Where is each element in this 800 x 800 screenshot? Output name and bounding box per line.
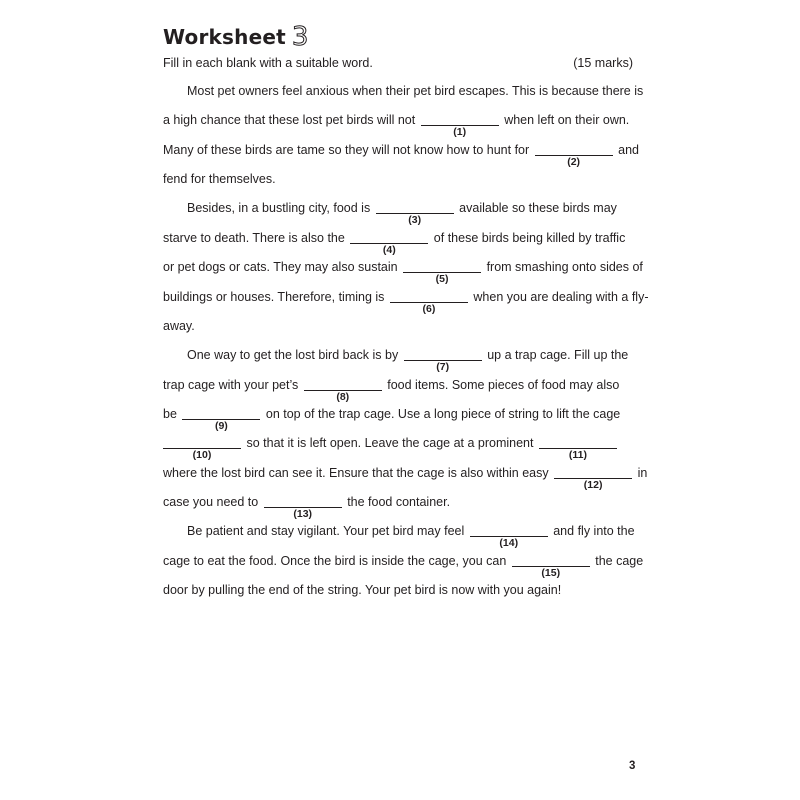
instruction-text: Fill in each blank with a suitable word. xyxy=(163,56,373,70)
passage-line-8: buildings or houses. Therefore, timing is (6) when you are dealing with a fly- xyxy=(163,290,649,315)
passage-line-14: where the lost bird can see it. Ensure that the cage is also within easy (12) in xyxy=(163,466,648,491)
blank-15[interactable]: (15) xyxy=(512,552,590,567)
marks-label: (15 marks) xyxy=(573,56,633,70)
blank-5[interactable]: (5) xyxy=(403,258,481,273)
blank-9[interactable]: (9) xyxy=(182,405,260,420)
passage-line-1: Most pet owners feel anxious when their pet bird escapes. This is because there is xyxy=(187,84,644,98)
passage-line-10: One way to get the lost bird back is by (7) up a trap cage. Fill up the xyxy=(187,348,629,373)
blank-14[interactable]: (14) xyxy=(470,522,548,537)
passage-line-11: trap cage with your pet’s (8) food items. Some pieces of food may also xyxy=(163,378,620,403)
blank-3[interactable]: (3) xyxy=(376,199,454,214)
blank-12[interactable]: (12) xyxy=(554,464,632,479)
passage-line-2: a high chance that these lost pet birds will not (1) when left on their own. xyxy=(163,113,630,138)
passage-line-9: away. xyxy=(163,319,195,333)
worksheet-number: 3 xyxy=(291,22,309,52)
blank-6[interactable]: (6) xyxy=(390,288,468,303)
passage-line-5: Besides, in a bustling city, food is (3) available so these birds may xyxy=(187,201,617,226)
blank-1[interactable]: (1) xyxy=(421,111,499,126)
passage-line-13: (10) so that it is left open. Leave the cage at a prominent (11) xyxy=(163,434,635,452)
passage-line-3: Many of these birds are tame so they will not know how to hunt for (2) and xyxy=(163,143,639,168)
blank-13[interactable]: (13) xyxy=(264,493,342,508)
blank-7[interactable]: (7) xyxy=(404,346,482,361)
worksheet-title-text: Worksheet xyxy=(163,25,286,49)
blank-10[interactable]: (10) xyxy=(163,434,241,449)
blank-2[interactable]: (2) xyxy=(535,141,613,156)
passage-line-12: be (9) on top of the trap cage. Use a long piece of string to lift the cage xyxy=(163,407,621,432)
passage-line-7: or pet dogs or cats. They may also sustain (5) from smashing onto sides of xyxy=(163,260,643,285)
passage-line-6: starve to death. There is also the (4) of these birds being killed by traffic xyxy=(163,231,626,256)
passage-line-16: Be patient and stay vigilant. Your pet bird may feel (14) and fly into the xyxy=(187,524,635,549)
passage-line-18: door by pulling the end of the string. Your pet bird is now with you again! xyxy=(163,583,562,597)
page-number: 3 xyxy=(629,760,636,772)
blank-11[interactable]: (11) xyxy=(539,434,617,449)
blank-4[interactable]: (4) xyxy=(350,229,428,244)
passage-line-17: cage to eat the food. Once the bird is inside the cage, you can (15) the cage xyxy=(163,554,644,579)
passage-line-15: case you need to (13) the food container. xyxy=(163,495,451,520)
passage-line-4: fend for themselves. xyxy=(163,172,276,186)
worksheet-title xyxy=(163,22,309,52)
blank-8[interactable]: (8) xyxy=(304,376,382,391)
